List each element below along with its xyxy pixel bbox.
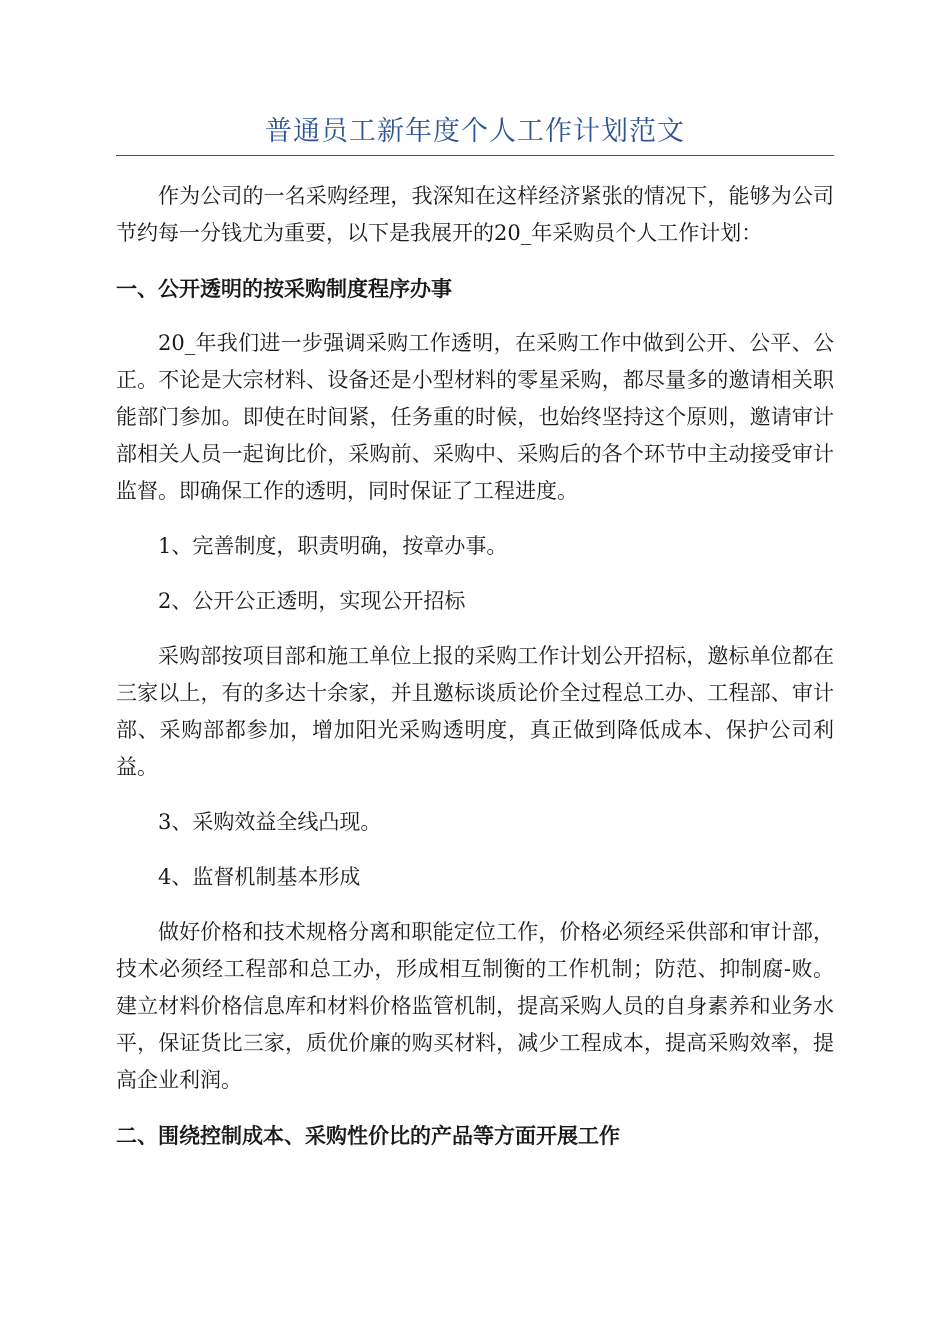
list-item-3: 3、采购效益全线凸现。: [158, 810, 382, 834]
list-item-2: 2、公开公正透明，实现公开招标: [158, 589, 466, 613]
section1-paragraph-3: 做好价格和技术规格分离和职能定位工作，价格必须经采供部和审计部，技术必须经工程部和总工办，形成相互制衡的工作机制；防范、抑制腐-败。建立材料价格信息库和材料价格监管机制，提高采购人员的自身素养和业务水平，保证货比三家，质优价廉的购买材料，减少工程成本，提高采购效率，提高企业利润。: [116, 920, 834, 1092]
section1-paragraph-1: 20_年我们进一步强调采购工作透明，在采购工作中做到公开、公平、公正。不论是大宗材料、设备还是小型材料的零星采购，都尽量多的邀请相关职能部门参加。即使在时间紧，任务重的时候，也始终坚持这个原则，邀请审计部相关人员一起询比价，采购前、采购中、采购后的各个环节中主动接受审计监督。即确保工作的透明，同时保证了工程进度。: [116, 331, 834, 503]
document-title: 普通员工新年度个人工作计划范文: [116, 112, 834, 156]
document-page: [116, 112, 834, 1154]
section1-paragraph-2: 采购部按项目部和施工单位上报的采购工作计划公开招标，邀标单位都在三家以上，有的多达十余家，并且邀标谈质论价全过程总工办、工程部、审计部、采购部都参加，增加阳光采购透明度，真正做到降低成本、保护公司利益。: [116, 644, 834, 779]
section-heading-1: 一、公开透明的按采购制度程序办事: [116, 276, 452, 301]
intro-paragraph: 作为公司的一名采购经理，我深知在这样经济紧张的情况下，能够为公司节约每一分钱尤为重要，以下是我展开的20_年采购员个人工作计划：: [116, 184, 834, 245]
section-heading-2: 二、围绕控制成本、采购性价比的产品等方面开展工作: [116, 1123, 620, 1148]
list-item-4: 4、监督机制基本形成: [158, 865, 361, 889]
list-item-1: 1、完善制度，职责明确，按章办事。: [158, 534, 508, 558]
